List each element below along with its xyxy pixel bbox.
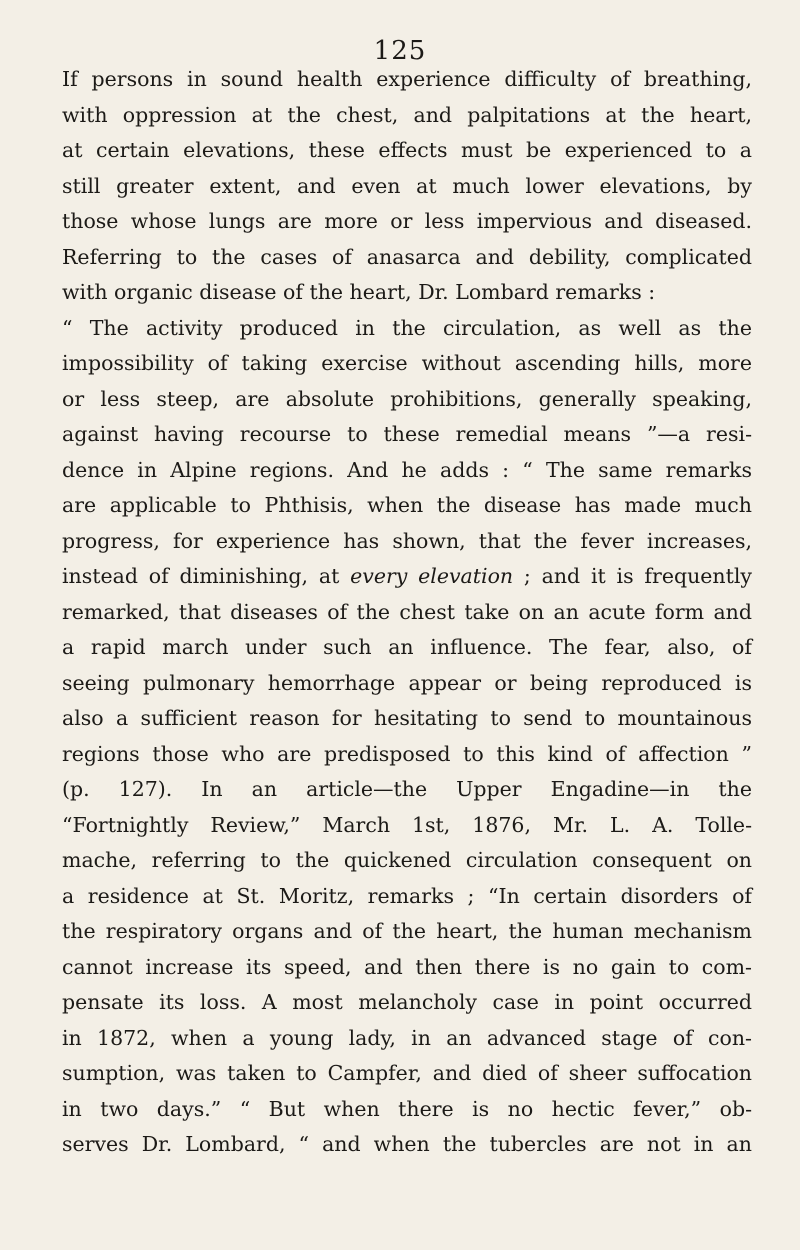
text-line: sumption, was taken to Campfer, and died of sheer suffocation [62, 1061, 752, 1085]
text-line: against having recourse to these remedial means ”—a resi- [62, 422, 752, 446]
text-line: in two days.” “ But when there is no hectic fever,” ob- [62, 1096, 752, 1121]
text-line: “ The activity produced in the circulation, as well as the [62, 315, 752, 340]
text-line: regions those who are predisposed to this kind of affection ” [62, 741, 752, 766]
text-line: remarked, that diseases of the chest take on an acute form and [62, 599, 752, 624]
text-line: a residence at St. Moritz, remarks ; “In certain disorders of [62, 883, 752, 908]
text-line: “Fortnightly Review,” March 1st, 1876, Mr. L. A. Tolle- [62, 812, 752, 837]
text-line: serves Dr. Lombard, “ and when the tubercles are not in an [62, 1132, 752, 1156]
emphasis-text: every elevation [350, 564, 514, 588]
text-line: are applicable to Phthisis, when the disease has made much [62, 493, 752, 517]
text-line: Referring to the cases of anasarca and debility, complicated [62, 244, 752, 269]
text-line: cannot increase its speed, and then there is no gain to com- [62, 954, 752, 979]
text-line: in 1872, when a young lady, in an advanced stage of con- [62, 1025, 752, 1050]
text-line: the respiratory organs and of the heart, the human mechanism [62, 919, 752, 943]
text-line: progress, for experience has shown, that the fever increases, [62, 528, 752, 553]
text-line: with oppression at the chest, and palpitations at the heart, [62, 102, 752, 127]
text-line: instead of diminishing, at every elevation ; and it is frequently [62, 564, 752, 588]
text-line: with organic disease of the heart, Dr. Lombard remarks : [62, 280, 656, 304]
text-line: If persons in sound health experience difficulty of breathing, [62, 67, 752, 91]
text-line: or less steep, are absolute prohibitions, generally speaking, [62, 386, 752, 411]
text-line: dence in Alpine regions. And he adds : “ The same remarks [62, 457, 752, 482]
text-line: a rapid march under such an influence. The fear, also, of [62, 635, 752, 659]
text-line: mache, referring to the quickened circulation consequent on [62, 848, 752, 872]
page-number: 125 [373, 36, 427, 66]
text-line: impossibility of taking exercise without ascending hills, more [62, 351, 752, 375]
text-line: pensate its loss. A most melancholy case in point occurred [62, 990, 752, 1014]
text-line: those whose lungs are more or less impervious and diseased. [62, 209, 752, 233]
text-line: (p. 127). In an article—the Upper Engadine—in the [62, 777, 752, 801]
text-line: also a sufficient reason for hesitating to send to mountainous [62, 706, 752, 730]
text-line: at certain elevations, these effects must be experienced to a [62, 138, 752, 162]
text-line: seeing pulmonary hemorrhage appear or being reproduced is [62, 670, 752, 695]
body-paragraph [62, 62, 752, 1163]
text-line: still greater extent, and even at much lower elevations, by [62, 173, 752, 198]
